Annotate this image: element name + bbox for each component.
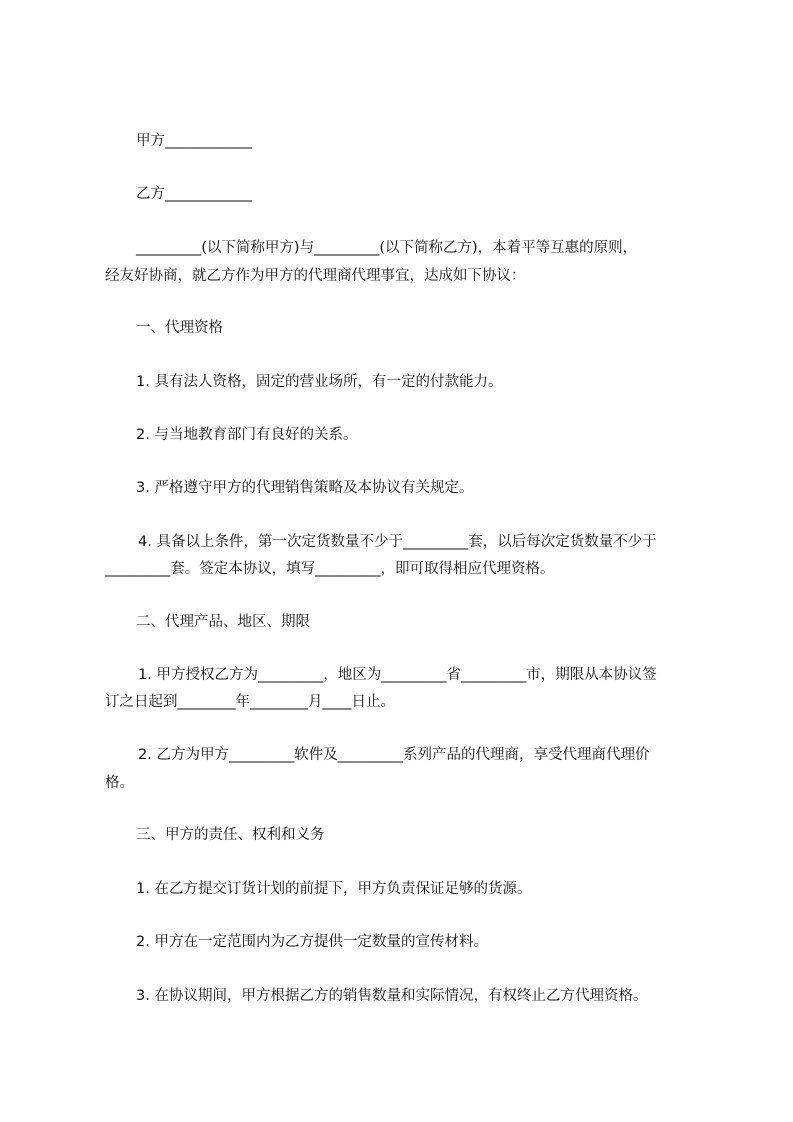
section-1-item-2: 2. 与当地教育部门有良好的关系。: [136, 427, 358, 443]
section-1-item-1: 1. 具有法人资格，固定的营业场所，有一定的付款能力。: [136, 374, 503, 390]
party-b-line: 乙方____________: [136, 186, 252, 202]
section-1-item-3: 3. 严格遵守甲方的代理销售策略及本协议有关规定。: [136, 480, 474, 496]
intro-line-2: 经友好协商，就乙方作为甲方的代理商代理事宜，达成如下协议：: [105, 268, 526, 284]
section-2-item-1-line-2: 订之日起到________年________月____日止。: [105, 694, 395, 710]
section-1-title: 一、代理资格: [136, 320, 223, 336]
section-1-item-4-line-2: _________套。签定本协议，填写_________，即可取得相应代理资格。: [105, 561, 555, 577]
section-1-item-4-line-1: 4. 具备以上条件，第一次定货数量不少于_________套，以后每次定货数量不少于: [138, 534, 657, 550]
section-3-item-1: 1. 在乙方提交订货计划的前提下，甲方负责保证足够的货源。: [136, 881, 532, 897]
section-3-item-3: 3. 在协议期间，甲方根据乙方的销售数量和实际情况，有权终止乙方代理资格。: [136, 988, 648, 1004]
section-2-item-2-line-1: 2. 乙方为甲方_________软件及_________系列产品的代理商，享受代理商代理价: [138, 747, 650, 763]
section-2-item-2-line-2: 格。: [105, 775, 134, 791]
section-2-title: 二、代理产品、地区、期限: [136, 614, 310, 630]
section-3-title: 三、甲方的责任、权利和义务: [136, 827, 325, 843]
party-a-line: 甲方____________: [136, 133, 252, 149]
intro-line-1: _________(以下简称甲方)与_________(以下简称乙方)，本着平等互惠的原则，: [136, 240, 638, 256]
section-2-item-1-line-1: 1. 甲方授权乙方为_________，地区为_________省_________市，期限从本协议签: [138, 667, 657, 683]
section-3-item-2: 2. 甲方在一定范围内为乙方提供一定数量的宣传材料。: [136, 934, 488, 950]
